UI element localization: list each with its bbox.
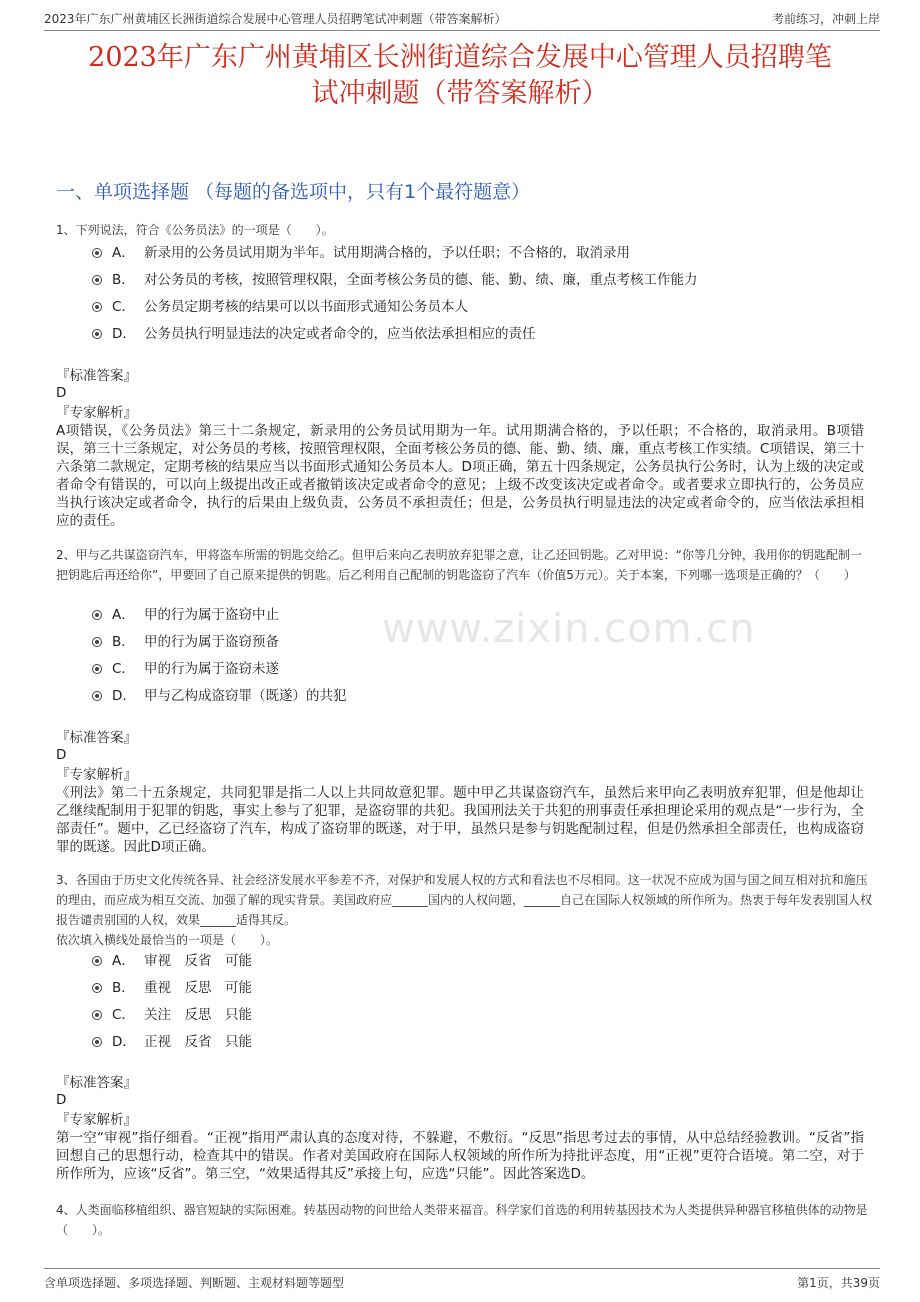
option-letter: C． <box>112 661 135 677</box>
option-text: 新录用的公务员试用期为半年。试用期满合格的，予以任职；不合格的，取消录用 <box>144 245 630 261</box>
radio-icon[interactable] <box>92 664 102 674</box>
radio-icon[interactable] <box>92 637 102 647</box>
option-letter: A． <box>112 953 135 969</box>
radio-icon[interactable] <box>92 1037 102 1047</box>
option-letter: C． <box>112 1007 135 1023</box>
watermark: www.zixin.com.cn <box>382 606 756 652</box>
radio-icon[interactable] <box>92 275 102 285</box>
option-text: 甲的行为属于盗窃预备 <box>144 634 279 650</box>
radio-icon[interactable] <box>92 1010 102 1020</box>
radio-icon[interactable] <box>92 248 102 258</box>
question-2-analysis-label: 『专家解析』 <box>56 767 137 783</box>
radio-icon[interactable] <box>92 302 102 312</box>
question-2-answer-label: 『标准答案』 <box>56 730 137 746</box>
option-letter: D． <box>112 688 136 704</box>
option-text: 重视 反思 可能 <box>144 980 252 996</box>
option-text: 公务员执行明显违法的决定或者命令的，应当依法承担相应的责任 <box>144 326 536 342</box>
radio-icon[interactable] <box>92 956 102 966</box>
question-3-answer-label: 『标准答案』 <box>56 1075 137 1091</box>
option-text: 甲的行为属于盗窃未遂 <box>144 661 279 677</box>
option-letter: A． <box>112 245 135 261</box>
question-1-analysis-label: 『专家解析』 <box>56 405 137 421</box>
option-letter: A． <box>112 607 135 623</box>
header-slogan: 考前练习，冲刺上岸 <box>771 12 880 26</box>
question-1-stem: 1、下列说法，符合《公务员法》的一项是（ ）。 <box>56 223 334 237</box>
question-2-analysis: 《刑法》第二十五条规定，共同犯罪是指二人以上共同故意犯罪。题中甲乙共谋盗窃汽车，虽然后来甲向乙表明放弃犯罪，但是他却让乙继续配制用于犯罪的钥匙，事实上参与了犯罪，是盗窃罪的共犯。我国刑法关于共犯的刑事责任承担理论采用的观点是“一步行为，全部责任”。题中，乙已经盗窃了汽车，构成了盗窃罪的既遂，对于甲，虽然只是参与钥匙配制过程，但是仍然承担全部责任，也构成盗窃罪的既遂。因此D项正确。 <box>56 785 864 855</box>
question-3-analysis-label: 『专家解析』 <box>56 1112 137 1128</box>
radio-icon[interactable] <box>92 691 102 701</box>
radio-icon[interactable] <box>92 329 102 339</box>
option-letter: B． <box>112 980 135 996</box>
option-text: 甲与乙构成盗窃罪（既遂）的共犯 <box>144 688 347 704</box>
radio-icon[interactable] <box>92 983 102 993</box>
question-3-analysis: 第一空“审视”指仔细看。“正视”指用严肃认真的态度对待，不躲避，不敷衍。“反思”指思考过去的事情，从中总结经验教训。“反省”指回想自己的思想行动，检查其中的错误。作者对美国政府在国际人权领域的所作所为持批评态度，用“正视”更符合语境。第二空，对于所作所为，应该“反省”。第三空，“效果适得其反”承接上句，应选“只能”。因此答案选D。 <box>56 1130 864 1182</box>
option-text: 甲的行为属于盗窃中止 <box>144 607 279 623</box>
option-text: 正视 反省 只能 <box>144 1034 252 1050</box>
radio-icon[interactable] <box>92 610 102 620</box>
option-letter: D． <box>112 326 136 342</box>
question-3-instruction: 依次填入横线处最恰当的一项是（ ）。 <box>56 933 279 947</box>
option-text: 审视 反省 可能 <box>144 953 252 969</box>
question-1-answer: D <box>56 385 67 401</box>
option-text: 对公务员的考核，按照管理权限，全面考核公务员的德、能、勤、绩、廉，重点考核工作能力 <box>144 272 698 288</box>
document-title <box>40 40 880 112</box>
header-doc-title: 2023年广东广州黄埔区长洲街道综合发展中心管理人员招聘笔试冲刺题（带答案解析） <box>44 12 507 26</box>
title-line-2: 试冲刺题（带答案解析） <box>311 78 609 109</box>
question-2-stem: 2、甲与乙共谋盗窃汽车，甲将盗车所需的钥匙交给乙。但甲后来向乙表明放弃犯罪之意，让乙还回钥匙。乙对甲说：“你等几分钟，我用你的钥匙配制一把钥匙后再还给你”，甲要回了自己原来提供的钥匙。后乙利用自己配制的钥匙盗窃了汽车（价值5万元）。关于本案，下列哪一选项是正确的？（ ） <box>56 548 862 582</box>
question-1-answer-label: 『标准答案』 <box>56 368 137 384</box>
option-letter: B． <box>112 634 135 650</box>
question-3-answer: D <box>56 1092 67 1108</box>
option-letter: C． <box>112 299 135 315</box>
page-header <box>44 8 880 31</box>
question-4-stem: 4、人类面临移植组织、器官短缺的实际困难。转基因动物的问世给人类带来福音。科学家们首选的利用转基因技术为人类提供异种器官移植供体的动物是（ ）。 <box>56 1203 868 1237</box>
page-footer <box>44 1268 880 1293</box>
option-letter: B． <box>112 272 135 288</box>
option-text: 公务员定期考核的结果可以以书面形式通知公务员本人 <box>144 299 468 315</box>
option-letter: D． <box>112 1034 136 1050</box>
question-1-analysis: A项错误，《公务员法》第三十二条规定，新录用的公务员试用期为一年。试用期满合格的，予以任职；不合格的，取消录用。B项错误，第三十三条规定，对公务员的考核，按照管理权限，全面考核公务员的德、能、勤、绩、廉，重点考核工作实绩。C项错误，第三十六条第二款规定，定期考核的结果应当以书面形式通知公务员本人。D项正确，第五十四条规定，公务员执行公务时，认为上级的决定或者命令有错误的，可以向上级提出改正或者撤销该决定或者命令的意见；上级不改变该决定或者命令。或者要求立即执行的，公务员应当执行该决定或者命令，执行的后果由上级负责，公务员不承担责任；但是，公务员执行明显违法的决定或者命令的，应当依法承担相应的责任。 <box>56 423 864 529</box>
title-line-1: 2023年广东广州黄埔区长洲街道综合发展中心管理人员招聘笔 <box>88 42 832 73</box>
section-heading: 一、单项选择题 （每题的备选项中，只有1个最符题意） <box>56 181 531 203</box>
footer-question-types: 含单项选择题、多项选择题、判断题、主观材料题等题型 <box>44 1276 345 1290</box>
question-2-answer: D <box>56 747 67 763</box>
option-text: 关注 反思 只能 <box>144 1007 252 1023</box>
footer-page-number: 第1页，共39页 <box>797 1276 880 1290</box>
question-3-stem: 3、各国由于历史文化传统各异、社会经济发展水平参差不齐，对保护和发展人权的方式和看法也不尽相同。这一状况不应成为国与国之间互相对抗和施压的理由，而应成为相互交流、加强了解的现实背景。美国政府应______国内的人权问题，______自己在国际人权领域的所作所为。热衷于每年发表别国人权报告谴责别国的人权，效果______适得其反。 <box>56 873 873 927</box>
